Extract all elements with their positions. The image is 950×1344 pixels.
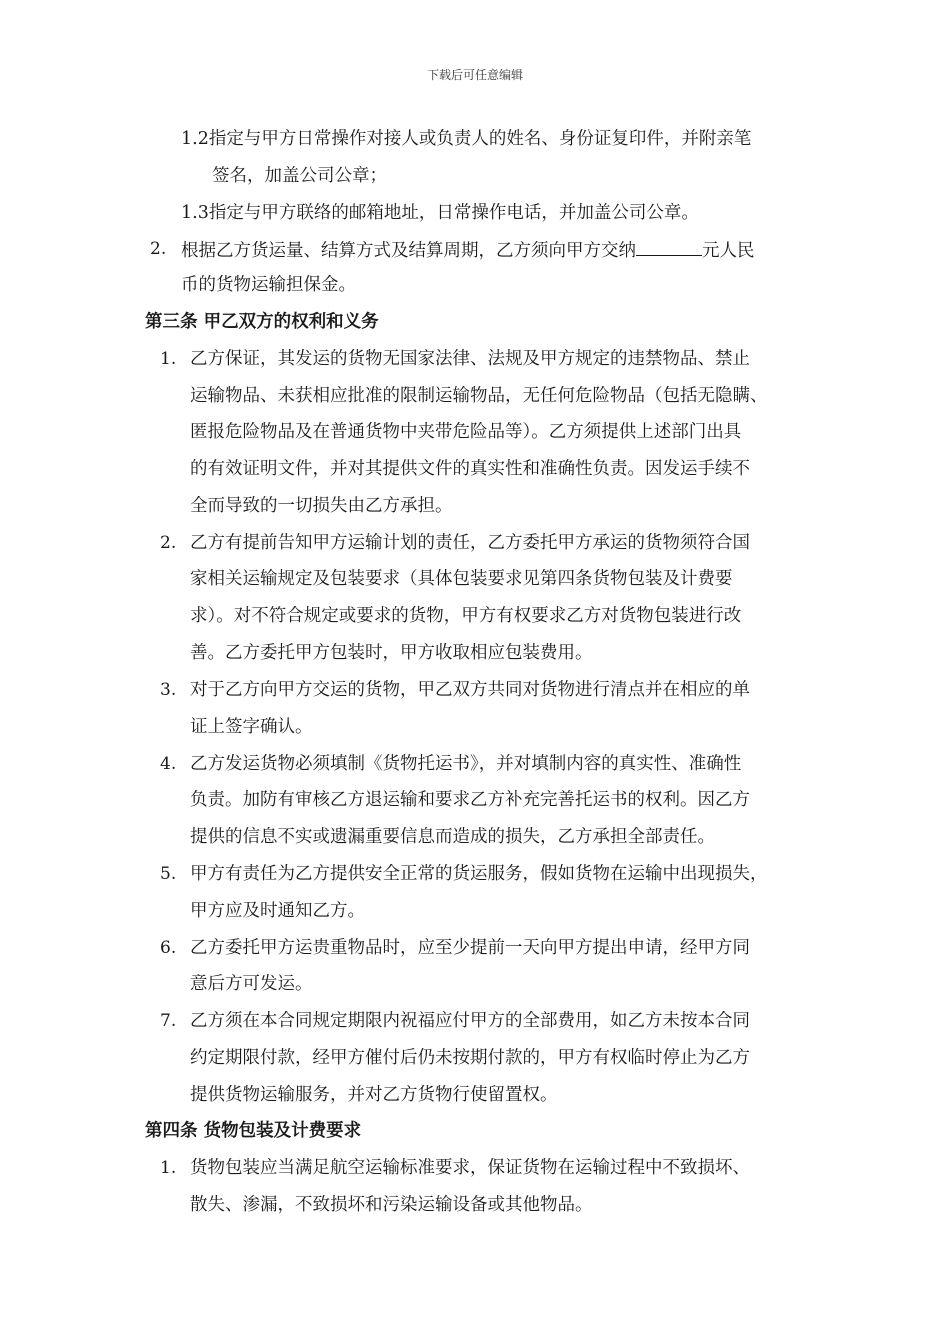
clause3-item-2-line: 善。乙方委托甲方包装时，甲方收取相应包装费用。 <box>190 643 593 663</box>
clause3-item-4-line: 乙方发运货物必须填制《货物托运书》，并对填制内容的真实性、准确性 <box>190 754 742 774</box>
clause3-item-5-line: 甲方有责任为乙方提供安全正常的货运服务，假如货物在运输中出现损失， <box>190 864 768 884</box>
clause2-item-1-2-line1: 1.2指定与甲方日常操作对接人或负责人的姓名、身份证复印件，并附亲笔 <box>181 129 752 149</box>
clause3-item-2-number: 2. <box>160 533 177 553</box>
clause2-item-2-number: 2. <box>150 239 167 259</box>
clause3-item-1-line: 全而导致的一切损失由乙方承担。 <box>190 496 453 516</box>
clause4-title: 第四条 货物包装及计费要求 <box>145 1121 362 1141</box>
clause3-item-1-line: 乙方保证，其发运的货物无国家法律、法规及甲方规定的违禁物品、禁止 <box>190 349 750 369</box>
clause3-item-4-number: 4. <box>160 754 177 774</box>
clause2-item-1-2-line2: 签名，加盖公司公章； <box>212 166 387 186</box>
clause4-item-1-line: 货物包装应当满足航空运输标准要求，保证货物在运输过程中不致损坏、 <box>190 1158 750 1178</box>
clause3-item-2-line: 家相关运输规定及包装要求（具体包装要求见第四条货物包装及计费要 <box>190 569 733 589</box>
clause3-item-7-line: 乙方须在本合同规定期限内祝福应付甲方的全部费用，如乙方未按本合同 <box>190 1011 750 1031</box>
amount-blank-field <box>636 237 702 256</box>
clause3-item-4-line: 提供的信息不实或遗漏重要信息而造成的损失，乙方承担全部责任。 <box>190 827 715 847</box>
clause3-item-7-line: 约定期限付款，经甲方催付后仍未按期付款的，甲方有权临时停止为乙方 <box>190 1048 750 1068</box>
clause3-item-1-line: 的有效证明文件，并对其提供文件的真实性和准确性负责。因发运手续不 <box>190 459 750 479</box>
clause4-item-1-line: 散失、渗漏，不致损坏和污染运输设备或其他物品。 <box>190 1195 593 1215</box>
clause2-item-2-text-a: 根据乙方货运量、结算方式及结算周期，乙方须向甲方交纳 <box>181 241 636 261</box>
clause3-item-1-number: 1. <box>160 349 177 369</box>
clause3-item-7-number: 7. <box>160 1011 177 1031</box>
clause3-item-7-line: 提供货物运输服务，并对乙方货物行使留置权。 <box>190 1085 558 1105</box>
clause3-item-5-line: 甲方应及时通知乙方。 <box>190 901 365 921</box>
clause2-item-2-line1 <box>181 237 755 263</box>
clause3-item-2-line: 求）。对不符合规定或要求的货物，甲方有权要求乙方对货物包装进行改 <box>190 606 742 626</box>
clause3-item-3-line: 证上签字确认。 <box>190 717 313 737</box>
clause3-item-2-line: 乙方有提前告知甲方运输计划的责任，乙方委托甲方承运的货物须符合国 <box>190 533 750 553</box>
clause3-item-3-line: 对于乙方向甲方交运的货物，甲乙双方共同对货物进行清点并在相应的单 <box>190 680 750 700</box>
clause4-item-1-number: 1. <box>160 1158 177 1178</box>
page-header-note: 下载后可任意编辑 <box>426 68 523 82</box>
clause3-title: 第三条 甲乙双方的权利和义务 <box>145 312 379 332</box>
clause3-item-6-line: 意后方可发运。 <box>190 974 313 994</box>
clause2-item-2-line2: 币的货物运输担保金。 <box>181 275 356 295</box>
clause3-item-3-number: 3. <box>160 680 177 700</box>
clause2-item-1-3: 1.3指定与甲方联络的邮箱地址，日常操作电话，并加盖公司公章。 <box>181 203 699 223</box>
clause3-item-6-number: 6. <box>160 938 177 958</box>
clause2-item-2-text-b: 元人民 <box>702 241 755 261</box>
clause3-item-5-number: 5. <box>160 864 177 884</box>
clause3-item-1-line: 匿报危险物品及在普通货物中夹带危险品等）。乙方须提供上述部门出具 <box>190 422 742 442</box>
clause3-item-1-line: 运输物品、未获相应批准的限制运输物品，无任何危险物品（包括无隐瞒、 <box>190 386 768 406</box>
clause3-item-6-line: 乙方委托甲方运贵重物品时，应至少提前一天向甲方提出申请，经甲方同 <box>190 938 750 958</box>
clause3-item-4-line: 负责。加防有审核乙方退运输和要求乙方补充完善托运书的权利。因乙方 <box>190 790 750 810</box>
